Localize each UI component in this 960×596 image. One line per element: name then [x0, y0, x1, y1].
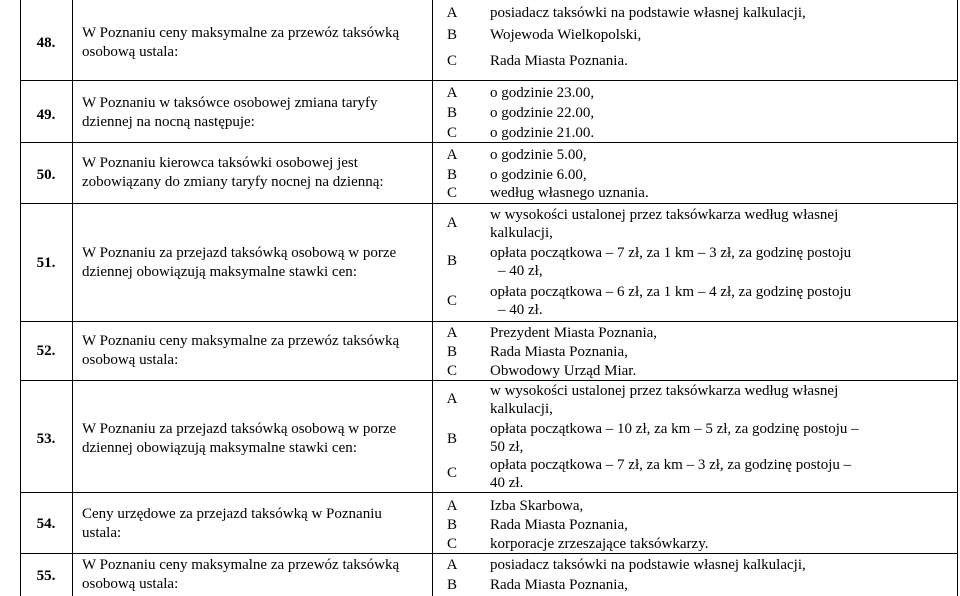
answer-letter: A — [446, 147, 458, 163]
answer-letter: A — [446, 325, 458, 341]
question-text: W Poznaniu za przejazd taksówką osobową w porze dziennej obowiązują maksymalne stawki cen: — [82, 245, 397, 280]
answer-letter: C — [446, 125, 457, 141]
question-number: 54. — [36, 516, 56, 532]
answer-text-line: opłata początkowa – 7 zł, za 1 km – 3 zł, za godzinę postoju — [490, 245, 852, 261]
answer-text-line: w wysokości ustalonej przez taksówkarza według własnej — [490, 207, 839, 223]
question-text: Ceny urzędowe za przejazd taksówką w Poznaniu ustala: — [82, 506, 382, 541]
answer-letter: B — [446, 27, 457, 43]
row-divider — [20, 203, 958, 204]
answer-text: o godzinie 6.00, — [490, 167, 587, 183]
answer-letter: B — [446, 105, 457, 121]
answer-letter: B — [446, 431, 457, 447]
answer-text: Rada Miasta Poznania. — [490, 53, 628, 69]
answer-letter: B — [446, 167, 457, 183]
table-border-right — [957, 0, 958, 596]
row-divider — [20, 80, 958, 81]
answer-text: Obwodowy Urząd Miar. — [490, 363, 637, 379]
answer-letter: B — [446, 517, 457, 533]
answer-text — [490, 456, 900, 492]
question-text: W Poznaniu ceny maksymalne za przewóz taksówką osobową ustala: — [82, 25, 400, 60]
answer-text: o godzinie 23.00, — [490, 85, 595, 101]
answer-letter: B — [446, 344, 457, 360]
answer-text-line: opłata początkowa – 10 zł, za km – 5 zł, za godzinę postoju – — [490, 421, 859, 437]
answer-letter: A — [446, 85, 458, 101]
answer-text-line: w wysokości ustalonej przez taksówkarza według własnej — [490, 383, 839, 399]
answer-text: posiadacz taksówki na podstawie własnej kalkulacji, — [490, 5, 806, 21]
table-border-left — [20, 0, 21, 596]
question-text: W Poznaniu kierowca taksówki osobowej jest zobowiązany do zmiany taryfy nocnej na dzienną: — [82, 155, 384, 190]
answer-text-line: opłata początkowa – 6 zł, za 1 km – 4 zł, za godzinę postoju — [490, 284, 852, 300]
answer-text: o godzinie 5.00, — [490, 147, 587, 163]
answer-letter: C — [446, 363, 457, 379]
question-number: 49. — [36, 107, 56, 123]
answer-text-line: kalkulacji, — [490, 225, 553, 241]
answer-letter: C — [446, 465, 457, 481]
answer-text: Rada Miasta Poznania, — [490, 517, 628, 533]
answer-text: o godzinie 21.00. — [490, 125, 595, 141]
answer-letter: A — [446, 498, 458, 514]
question-number: 50. — [36, 167, 56, 183]
answer-letter: A — [446, 215, 458, 231]
question-number: 53. — [36, 431, 56, 447]
question-number: 55. — [36, 568, 56, 584]
answer-text: Izba Skarbowa, — [490, 498, 584, 514]
answer-letter: B — [446, 577, 457, 593]
answer-text — [490, 382, 900, 418]
answer-text: Rada Miasta Poznania, — [490, 344, 628, 360]
answer-text: posiadacz taksówki na podstawie własnej kalkulacji, — [490, 557, 806, 573]
answer-letter: A — [446, 5, 458, 21]
answer-text: korporacje zrzeszające taksówkarzy. — [490, 536, 709, 552]
answer-text: Rada Miasta Poznania, — [490, 577, 628, 593]
row-divider — [20, 492, 958, 493]
answer-letter: A — [446, 557, 458, 573]
question-text: W Poznaniu ceny maksymalne za przewóz taksówką osobową ustala: — [82, 333, 400, 368]
answer-text — [490, 206, 900, 242]
question-text: W Poznaniu za przejazd taksówką osobową w porze dziennej obowiązują maksymalne stawki cen: — [82, 421, 397, 456]
answer-text — [490, 420, 900, 456]
answer-letter: A — [446, 391, 458, 407]
answer-text: o godzinie 22.00, — [490, 105, 595, 121]
answer-text: Wojewoda Wielkopolski, — [490, 27, 642, 43]
column-divider — [72, 0, 73, 596]
answer-text-line: opłata początkowa – 7 zł, za km – 3 zł, za godzinę postoju – — [490, 457, 852, 473]
answer-text — [490, 244, 900, 280]
answer-letter: C — [446, 536, 457, 552]
answer-text-line: 50 zł, — [490, 439, 524, 455]
answer-text — [490, 283, 900, 319]
answer-letter: C — [446, 185, 457, 201]
row-divider — [20, 321, 958, 322]
answer-text-line: kalkulacji, — [490, 401, 553, 417]
row-divider — [20, 553, 958, 554]
answer-text: Prezydent Miasta Poznania, — [490, 325, 658, 341]
answer-letter: C — [446, 293, 457, 309]
answer-letter: C — [446, 53, 457, 69]
row-divider — [20, 142, 958, 143]
row-divider — [20, 380, 958, 381]
question-number: 51. — [36, 255, 56, 271]
answer-text-line: – 40 zł, — [498, 263, 543, 279]
answer-text-line: 40 zł. — [490, 475, 524, 491]
answer-text-line: – 40 zł. — [498, 302, 543, 318]
question-number: 52. — [36, 343, 56, 359]
answer-text: według własnego uznania. — [490, 185, 649, 201]
question-text: W Poznaniu w taksówce osobowej zmiana taryfy dziennej na nocną następuje: — [82, 95, 378, 130]
question-text: W Poznaniu ceny maksymalne za przewóz taksówką osobową ustala: — [82, 557, 400, 592]
answer-letter: B — [446, 253, 457, 269]
question-number: 48. — [36, 35, 56, 51]
